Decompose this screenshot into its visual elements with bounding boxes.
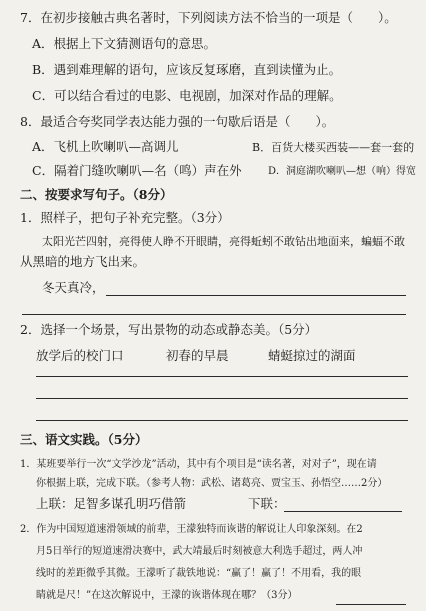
- q7-question: 7．在初步接触古典名著时，下列阅读方法不恰当的一项是（ ）。: [20, 10, 397, 25]
- section2-q2-title: 2．选择一个场景，写出景物的动态或静态美。（5分）: [20, 322, 318, 337]
- answer-line-q2-a[interactable]: [36, 376, 408, 377]
- section3-q1-line1: 1．某班要举行一次“文学沙龙”活动，其中有个项目是“读名著，对对子”，现在请: [20, 459, 377, 470]
- scene-option-1: 放学后的校门口: [36, 348, 124, 363]
- q2-answer-line[interactable]: [336, 604, 406, 605]
- answer-line-q1-b[interactable]: [22, 314, 406, 315]
- q8-option-b: B．百货大楼买西装——套一套的: [252, 141, 415, 154]
- answer-line-q1-a[interactable]: [106, 295, 406, 296]
- section3-q2-line1: 2．作为中国短道速滑领域的前辈，王濛独特而诙谐的解说让人印象深刻。在2: [20, 524, 363, 535]
- couplet-lower-label: 下联：: [248, 496, 286, 511]
- q8-question: 8．最适合夸奖同学表达能力强的一句歇后语是（ ）。: [20, 114, 335, 129]
- q7-option-b: B．遇到难理解的语句，应该反复琢磨，直到读懂为止。: [32, 62, 342, 77]
- q8-option-d: D．洞庭湖吹喇叭—想（响）得宽: [268, 166, 417, 177]
- section3-q1-line2: 你根据上联，完成下联。（参考人物：武松、诸葛亮、贾宝玉、孙悟空……2分）: [36, 478, 388, 489]
- section2-title: 二、按要求写句子。（8分）: [20, 187, 173, 202]
- q7-option-c: C．可以结合看过的电影、电视剧，加深对作品的理解。: [32, 88, 342, 103]
- q8-option-c: C．隔着门缝吹喇叭—名（鸣）声在外: [32, 163, 242, 178]
- section2-q1-title: 1．照样子，把句子补充完整。（3分）: [20, 210, 230, 225]
- section3-title: 三、语文实践。（5分）: [20, 432, 148, 447]
- section2-q1-example-line2: 从黑暗的地方飞出来。: [20, 254, 146, 269]
- answer-line-q2-b[interactable]: [36, 398, 408, 399]
- q8-option-a: A．飞机上吹喇叭—高调儿: [32, 139, 179, 154]
- section2-q1-example-line1: 太阳光芒四射，亮得使人睁不开眼睛，亮得蚯蚓不敢钻出地面来，蝙蝠不敢: [42, 235, 405, 248]
- q7-option-a: A．根据上下文猜测语句的意思。: [32, 36, 217, 51]
- couplet-lower-answer-line[interactable]: [284, 511, 402, 512]
- scene-option-2: 初春的早晨: [166, 348, 229, 363]
- section3-q2-line3: 线时的差距微乎其微。王濛听了裁铁地说：“赢了！赢了！不用看，我的眼: [36, 568, 362, 579]
- section2-q1-prompt: 冬天真冷，: [42, 280, 105, 295]
- couplet-upper: 上联：足智多谋孔明巧借箭: [36, 496, 187, 511]
- section3-q2-line2: 月5日举行的短道速滑决赛中，武大靖最后时刻被意大利选手超过，两人冲: [36, 546, 363, 557]
- scene-option-3: 蜻蜓掠过的湖面: [268, 348, 356, 363]
- answer-line-q2-c[interactable]: [36, 420, 408, 421]
- section3-q2-line4: 睛就是尺！”在这次解说中，王濛的诙谐体现在哪？（3分）: [36, 590, 298, 601]
